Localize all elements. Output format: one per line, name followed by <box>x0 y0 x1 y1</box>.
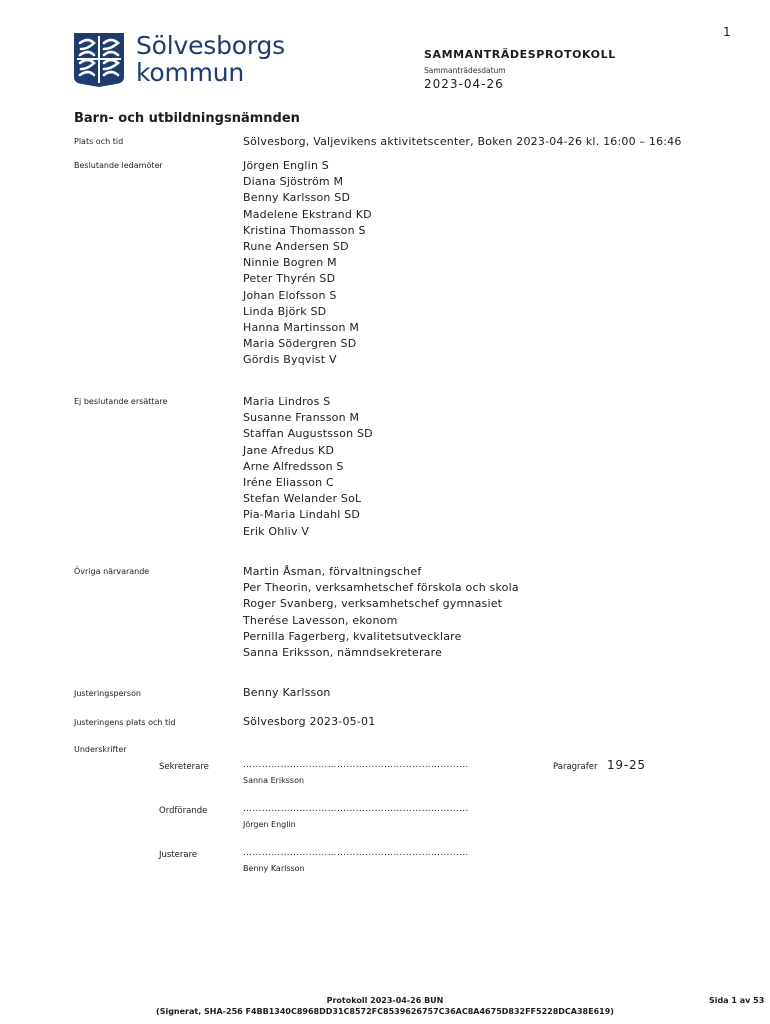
signatures-label: Underskrifter <box>74 745 127 754</box>
list-item: Jörgen Englin S <box>243 159 329 172</box>
list-item: Per Theorin, verksamhetschef förskola och skola <box>243 581 519 595</box>
others-list <box>243 564 519 661</box>
list-item: Ninnie Bogren M <box>243 256 337 270</box>
adjuster-signature-line: ……………………………………………………………… <box>243 848 469 858</box>
adjust-place-label: Justeringens plats och tid <box>74 718 176 727</box>
list-item: Sanna Eriksson, nämndsekreterare <box>243 646 443 660</box>
list-item: Maria Lindros S <box>243 395 331 408</box>
list-item: Linda Björk SD <box>243 304 327 318</box>
list-item: Pia-Maria Lindahl SD <box>243 508 361 522</box>
adjust-place-value: Sölvesborg 2023-05-01 <box>243 715 376 728</box>
list-item: Susanne Fransson M <box>243 411 360 425</box>
list-item: Pernilla Fagerberg, kvalitetsutvecklare <box>243 629 462 643</box>
list-item: Erik Ohliv V <box>243 524 310 538</box>
paragraphs-label: Paragrafer <box>553 762 598 772</box>
footer-title: Protokoll 2023-04-26 BUN <box>326 996 444 1005</box>
committee-title: Barn- och utbildningsnämnden <box>74 111 300 126</box>
chair-name: Jörgen Englin <box>243 820 296 829</box>
adjuster-name: Benny Karlsson <box>243 864 305 873</box>
list-item: Roger Svanberg, verksamhetschef gymnasiet <box>243 597 503 611</box>
list-item: Johan Elofsson S <box>243 288 337 302</box>
adjuster-label: Justeringsperson <box>74 689 141 698</box>
place-label: Plats och tid <box>74 137 124 146</box>
footer-signature-hash: (Signerat, SHA-256 F4BB1340C8968DD31C8572FC8539626757C36AC8A4675D832FF5228DCA38E619) <box>156 1007 614 1016</box>
footer-page-count: Sida 1 av 53 <box>709 996 765 1005</box>
organization-name-line2: kommun <box>136 58 245 87</box>
list-item: Hanna Martinsson M <box>243 321 360 335</box>
substitutes-label: Ej beslutande ersättare <box>74 397 168 406</box>
place-value: Sölvesborg, Valjevikens aktivitetscenter, Boken 2023-04-26 kl. 16:00 – 16:46 <box>243 135 682 148</box>
others-label: Övriga närvarande <box>74 567 150 576</box>
chair-signature-line: ……………………………………………………………… <box>243 804 469 814</box>
list-item: Diana Sjöström M <box>243 175 344 189</box>
list-item: Gördis Byqvist V <box>243 353 337 367</box>
list-item: Therése Lavesson, ekonom <box>243 613 398 627</box>
paragraphs-value: 19-25 <box>607 758 646 772</box>
organization-name-line1: Sölvesborgs <box>136 31 286 60</box>
list-item: Arne Alfredsson S <box>243 459 344 473</box>
meeting-date-label: Sammanträdesdatum <box>424 66 506 75</box>
meeting-date: 2023-04-26 <box>424 77 504 91</box>
secretary-role: Sekreterare <box>159 762 209 772</box>
substitutes-list <box>243 394 373 540</box>
municipality-logo-icon <box>74 33 124 87</box>
list-item: Benny Karlsson SD <box>243 191 351 205</box>
document-type: SAMMANTRÄDESPROTOKOLL <box>424 48 616 61</box>
list-item: Staffan Augustsson SD <box>243 427 373 441</box>
secretary-signature-line: ……………………………………………………………… <box>243 760 469 770</box>
list-item: Peter Thyrén SD <box>243 272 336 286</box>
chair-role: Ordförande <box>159 806 208 816</box>
adjuster-value: Benny Karlsson <box>243 686 331 699</box>
list-item: Jane Afredus KD <box>243 443 335 457</box>
secretary-name: Sanna Eriksson <box>243 776 305 785</box>
list-item: Martin Åsman, förvaltningschef <box>243 565 422 578</box>
list-item: Maria Södergren SD <box>243 337 357 351</box>
list-item: Iréne Eliasson C <box>243 476 334 490</box>
members-list <box>243 158 372 369</box>
organization-name <box>136 32 285 86</box>
list-item: Madelene Ekstrand KD <box>243 207 372 221</box>
list-item: Kristina Thomasson S <box>243 223 366 237</box>
list-item: Rune Andersen SD <box>243 240 349 254</box>
list-item: Stefan Welander SoL <box>243 492 362 506</box>
adjuster-role: Justerare <box>159 850 198 860</box>
page-number: 1 <box>723 25 731 39</box>
members-label: Beslutande ledamöter <box>74 161 163 170</box>
